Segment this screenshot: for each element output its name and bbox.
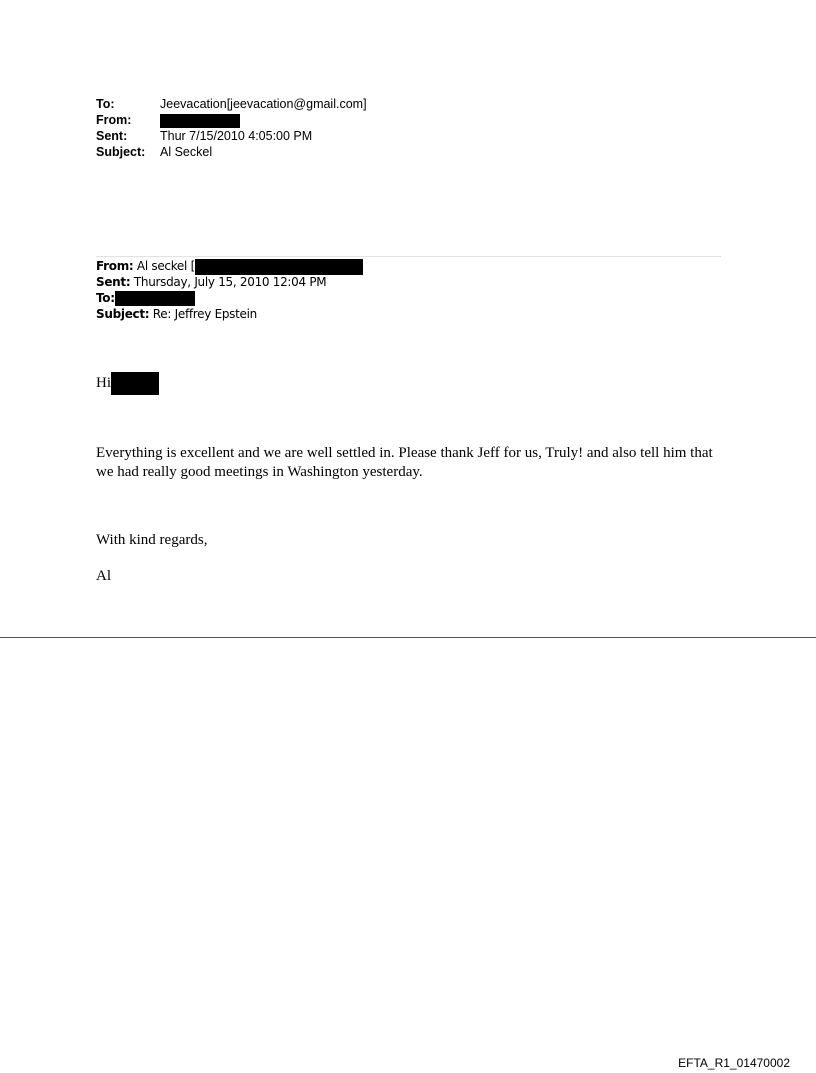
- email-header: [96, 96, 367, 160]
- header-subject-label: Subject:: [96, 145, 146, 159]
- quoted-subject-row: [96, 306, 363, 322]
- redaction-block: [195, 259, 363, 275]
- section-divider: [96, 256, 721, 257]
- message-signature: Al: [96, 568, 111, 584]
- quoted-to-label: To:: [96, 291, 115, 305]
- header-to-label: To:: [96, 97, 115, 111]
- header-sent-value: Thur 7/15/2010 4:05:00 PM: [160, 129, 313, 143]
- greeting-text: Hi: [96, 374, 111, 391]
- header-from-value: [160, 112, 240, 128]
- redaction-block: [160, 114, 240, 128]
- header-to-value: Jeevacation[jeevacation@gmail.com]: [160, 97, 367, 111]
- quoted-from-label: From:: [96, 259, 134, 273]
- header-from-row: [96, 112, 367, 128]
- quoted-sent-row: [96, 274, 363, 290]
- quoted-to-row: [96, 290, 363, 306]
- redaction-block: [111, 372, 159, 395]
- quoted-from-row: [96, 258, 363, 274]
- header-to-row: [96, 96, 367, 112]
- page-rule: [0, 637, 816, 638]
- quoted-header: [96, 258, 363, 322]
- message-paragraph: Everything is excellent and we are well settled in. Please thank Jeff for us, Truly! and also tell him that we had really good meetings in Washington yesterday.: [96, 445, 713, 480]
- header-sent-row: [96, 128, 367, 144]
- quoted-sent-value: Thursday, July 15, 2010 12:04 PM: [133, 275, 327, 289]
- redaction-block: [115, 291, 195, 306]
- header-from-label: From:: [96, 113, 132, 127]
- quoted-subject-label: Subject:: [96, 307, 150, 321]
- quoted-from-value: Al seckel [: [136, 259, 195, 273]
- header-subject-value: Al Seckel: [160, 145, 213, 159]
- message-closing: With kind regards,: [96, 532, 208, 548]
- quoted-sent-label: Sent:: [96, 275, 131, 289]
- header-subject-row: [96, 144, 367, 160]
- message-greeting: [96, 372, 159, 395]
- header-sent-label: Sent:: [96, 129, 128, 143]
- document-id: EFTA_R1_01470002: [678, 1056, 790, 1070]
- quoted-subject-value: Re: Jeffrey Epstein: [152, 307, 257, 321]
